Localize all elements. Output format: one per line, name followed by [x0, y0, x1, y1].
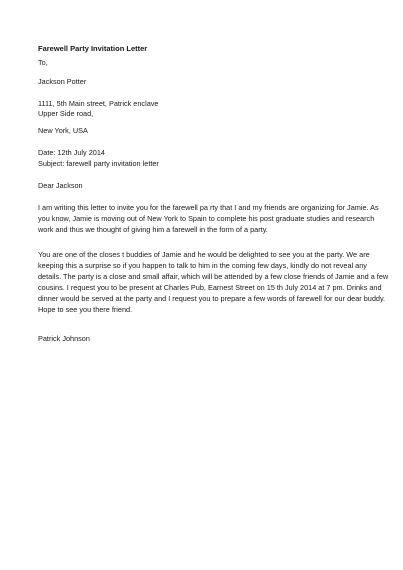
recipient-name: Jackson Potter: [38, 77, 87, 86]
paragraph-1-line: work and thus we thought of giving him a farewell in the form of a party.: [38, 225, 268, 234]
paragraph-2-line: cousins. I request you to be present at Charles Pub, Earnest Street on 15 th July 2014 at 7 pm. Drinks and: [38, 283, 382, 292]
paragraph-1-line: you know, Jamie is moving out of New York to Spain to complete his post graduate studies and research: [38, 214, 375, 223]
paragraph-1: [38, 202, 379, 235]
paragraph-2-line: Hope to see you there friend.: [38, 305, 133, 314]
signature: Patrick Johnson: [38, 334, 90, 343]
paragraph-2-line: details. The party is a close and small affair, which will be attended by a few close friends of Jamie and a few: [38, 272, 389, 281]
letter-title: Farewell Party Invitation Letter: [38, 44, 148, 53]
date-line: Date: 12th July 2014: [38, 148, 105, 157]
to-line: To,: [38, 58, 48, 67]
salutation: Dear Jackson: [38, 181, 83, 190]
paragraph-1-line: I am writing this letter to invite you for the farewell pa rty that I and my friends are organizing for Jamie. As: [38, 203, 379, 212]
paragraph-2-line: dinner would be served at the party and I request you to prepare a few words of farewell for our dear buddy.: [38, 294, 386, 303]
address-line-1: 1111, 5th Main street, Patrick enclave: [38, 99, 159, 108]
city-line: New York, USA: [38, 126, 88, 135]
subject-line: Subject: farewell party invitation letter: [38, 159, 159, 168]
paragraph-2: [38, 249, 389, 315]
paragraph-2-line: keeping this a surprise so if you happen to talk to him in the coming few days, kindly do not reveal any: [38, 261, 367, 270]
address-line-2: Upper Side road,: [38, 109, 94, 118]
paragraph-2-line: You are one of the closes t buddies of Jamie and he would be delighted to see you at the party. We are: [38, 250, 370, 259]
